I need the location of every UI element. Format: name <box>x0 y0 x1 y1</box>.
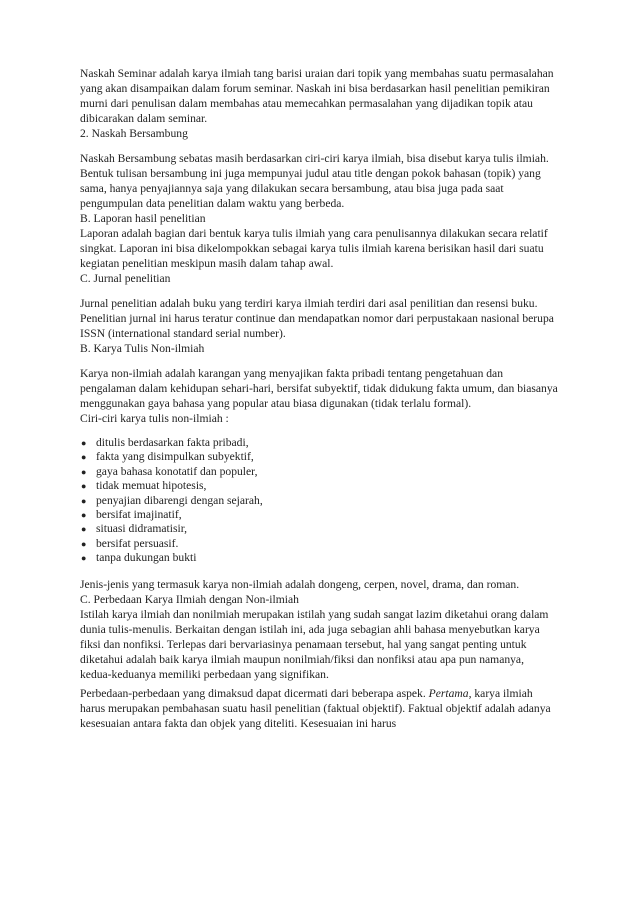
emphasis-pertama: Pertama, <box>428 686 472 700</box>
list-item: ● tanpa dukungan bukti <box>81 551 197 565</box>
paragraph-perbedaan: Perbedaan-perbedaan yang dimaksud dapat dicermati dari beberapa aspek. Pertama, karya ilmiah harus merupakan pembahasan suatu hasil penelitian (faktual objektif). Faktual objektif adalah adanya kesesuaian antara fakta dan objek yang diteliti. Kesesuaian ini harus <box>80 686 551 730</box>
paragraph-laporan-penelitian: Laporan adalah bagian dari bentuk karya tulis ilmiah yang cara penulisannya dilakukan secara relatif singkat. Laporan ini bisa dikelompokkan sebagai karya tulis ilmiah karena berisikan hasil dari suatu kegiatan penelitian meskipun masih dalam tahap awal. <box>80 227 548 270</box>
ciri-ciri-list <box>80 436 558 566</box>
document-body <box>80 66 558 731</box>
paragraph-naskah-bersambung: Naskah Bersambung sebatas masih berdasarkan ciri-ciri karya ilmiah, bisa disebut karya tulis ilmiah. Bentuk tulisan bersambung ini juga mempunyai judul atau title dengan pokok bahasan (topik) yang sama, hanya penyajiannya saja yang dilakukan secara bersambung, atau bisa juga pada saat pengumpulan data penelitian dalam waktu yang berbeda. <box>80 152 549 210</box>
bullet-icon: ● <box>81 481 87 492</box>
bullet-icon: ● <box>81 438 87 448</box>
heading-perbedaan: C. Perbedaan Karya Ilmiah dengan Non-ilmiah <box>80 592 299 606</box>
list-item: ● situasi didramatisir, <box>81 522 187 536</box>
bullet-icon: ● <box>81 553 87 564</box>
bullet-icon: ● <box>81 509 87 520</box>
paragraph-karya-non-ilmiah: Karya non-ilmiah adalah karangan yang menyajikan fakta pribadi tentang pengetahuan dan pengalaman dalam kehidupan sehari-hari, bersifat subyektif, tidak didukung fakta umum, dan biasanya menggunakan gaya bahasa yang popular atau biasa digunakan (tidak terlalu formal). <box>80 367 558 410</box>
list-item: ● bersifat persuasif. <box>81 536 179 550</box>
paragraph-naskah-seminar: Naskah Seminar adalah karya ilmiah tang barisi uraian dari topik yang membahas suatu permasalahan yang akan disampaikan dalam forum seminar. Naskah ini bisa berdasarkan hasil penelitian pemikiran murni dari penulisan dalam membahas atau memecahkan permasalahan yang dijadikan topik atau dibicarakan dalam seminar. <box>80 67 554 125</box>
list-item: ● tidak memuat hipotesis, <box>81 479 207 493</box>
paragraph-jenis-jenis: Jenis-jenis yang termasuk karya non-ilmiah adalah dongeng, cerpen, novel, drama, dan roman. <box>80 577 520 591</box>
list-item: ● fakta yang disimpulkan subyektif, <box>81 450 254 464</box>
heading-naskah-bersambung: 2. Naskah Bersambung <box>80 127 188 140</box>
list-item: ● gaya bahasa konotatif dan populer, <box>81 464 258 478</box>
heading-laporan-penelitian: B. Laporan hasil penelitian <box>80 212 206 225</box>
bullet-icon: ● <box>81 538 87 549</box>
heading-ciri-ciri: Ciri-ciri karya tulis non-ilmiah : <box>80 412 229 425</box>
list-item: ● ditulis berdasarkan fakta pribadi, <box>81 436 249 449</box>
list-item: ● bersifat imajinatif, <box>81 507 182 521</box>
heading-jurnal-penelitian: C. Jurnal penelitian <box>80 272 171 285</box>
list-item: ● penyajian dibarengi dengan sejarah, <box>81 493 263 507</box>
bullet-icon: ● <box>81 495 87 506</box>
paragraph-jurnal-penelitian: Jurnal penelitian adalah buku yang terdiri karya ilmiah terdiri dari asal penilitian dan resensi buku. Penelitian jurnal ini harus teratur continue dan mendapatkan nomor dari perpustakaan nasional berupa ISSN (international standard serial number). <box>80 297 554 340</box>
bullet-icon: ● <box>81 466 87 477</box>
paragraph-istilah: Istilah karya ilmiah dan nonilmiah merupakan istilah yang sudah sangat lazim diketahui orang dalam dunia tulis-menulis. Berkaitan dengan istilah ini, ada juga sebagian ahli bahasa menyebutkan karya fiksi dan nonfiksi. Terlepas dari bervariasinya penamaan tersebut, hal yang sangat penting untuk diketahui adalah baik karya ilmiah maupun nonilmiah/fiksi dan nonfiksi atau apa pun namanya, kedua-keduanya memiliki perbedaan yang signifikan. <box>80 607 549 681</box>
bullet-icon: ● <box>81 524 87 535</box>
bullet-icon: ● <box>81 452 87 463</box>
heading-karya-non-ilmiah: B. Karya Tulis Non-ilmiah <box>80 342 205 355</box>
